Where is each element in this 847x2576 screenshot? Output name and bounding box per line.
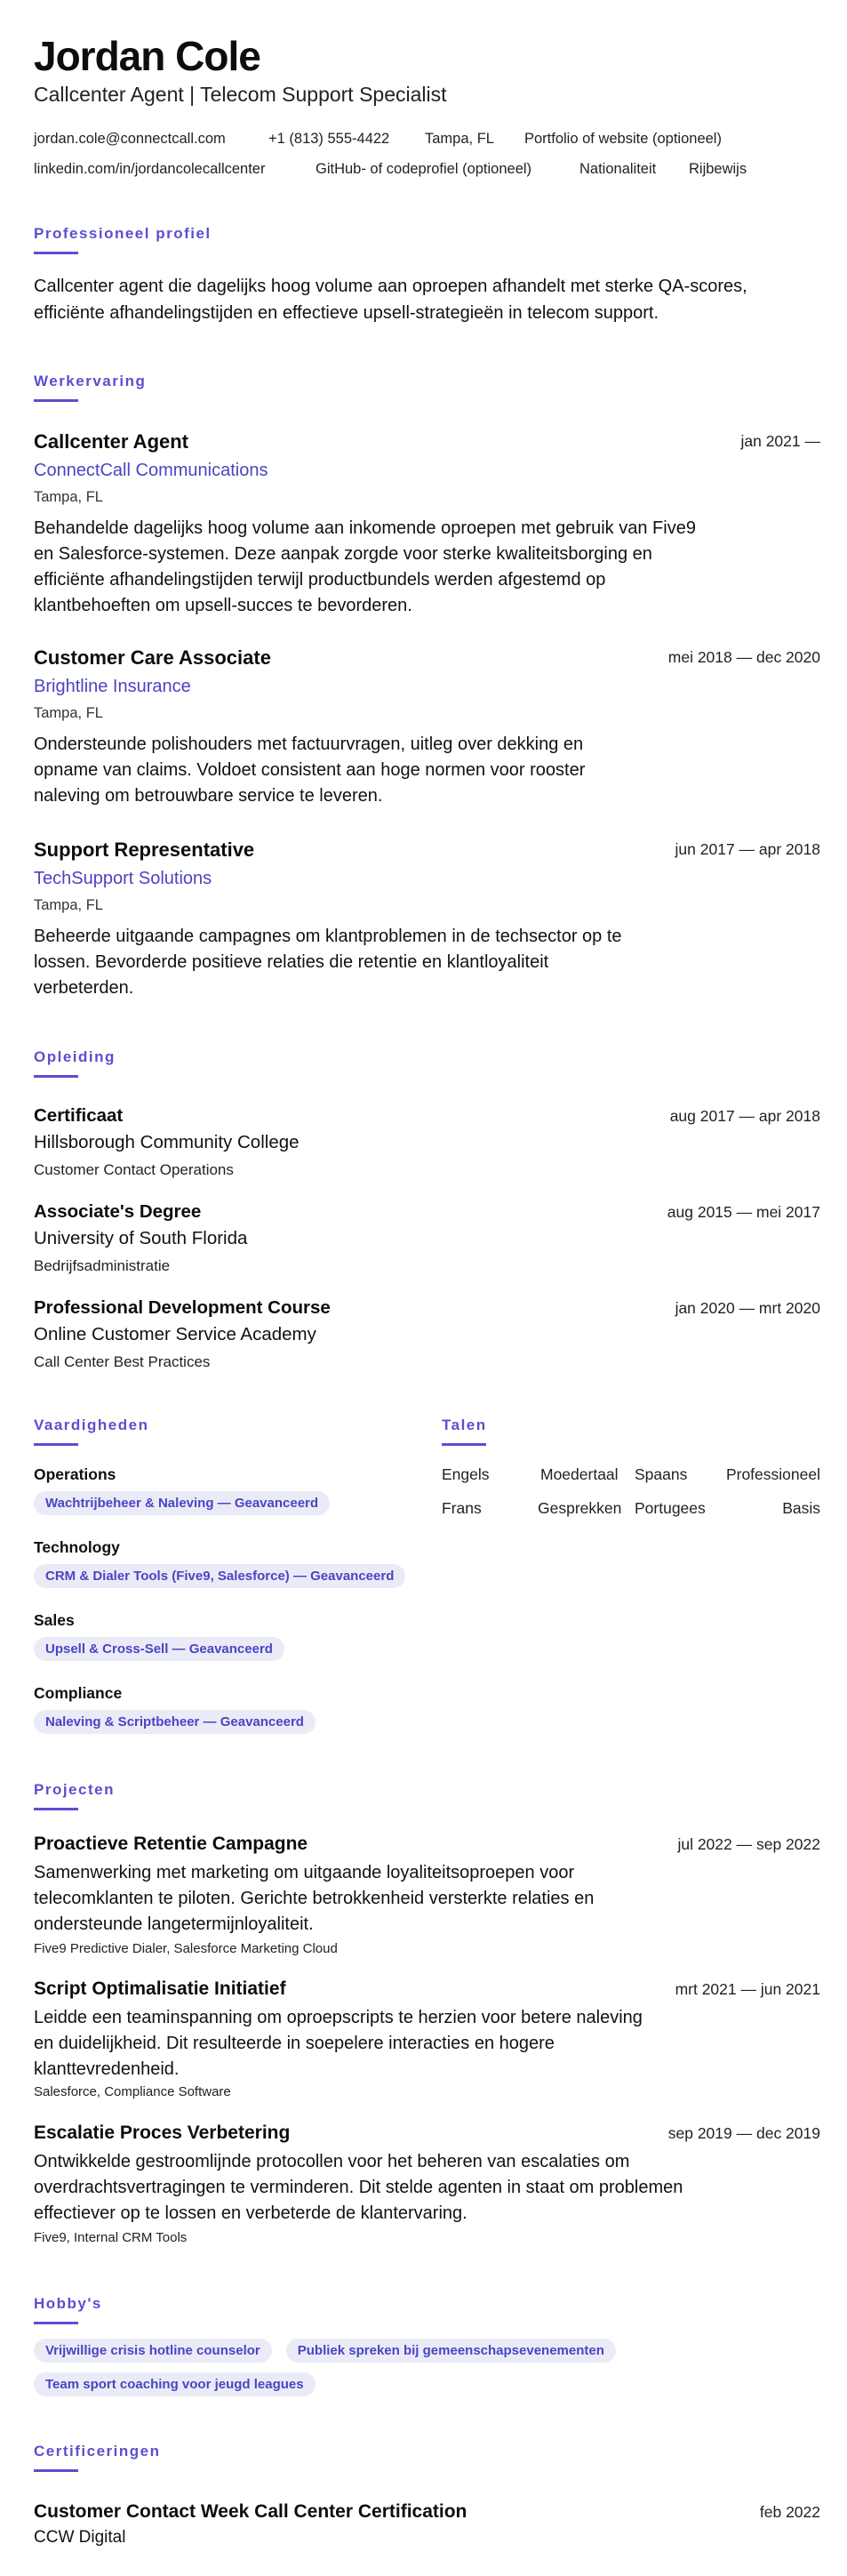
language-name: Engels: [442, 1465, 490, 1483]
section-rule: [34, 252, 78, 254]
skill-category: Operations: [34, 1465, 116, 1483]
job-company: ConnectCall Communications: [34, 461, 268, 480]
education-field: Bedrijfsadministratie: [34, 1257, 171, 1274]
profile-summary: Callcenter agent die dagelijks hoog volume aan oproepen afhandelt met sterke QA-scores, efficiënte afhandelingstijden en effectieve upsell-strategieën in telecom support.: [34, 277, 747, 323]
skill-category: Compliance: [34, 1684, 123, 1702]
language-level: Professioneel: [725, 1465, 820, 1483]
hobby-chip: Publiek spreken bij gemeenschapsevenementen: [286, 2339, 616, 2363]
job-title: Support Representative: [34, 839, 255, 861]
project-dates: jul 2022 — sep 2022: [677, 1835, 820, 1853]
education-institution: Hillsborough Community College: [34, 1132, 300, 1152]
project-description: Samenwerking met marketing om uitgaande loyaliteitsoproepen voor telecomklanten te piloten. Gerichte betrokkenheid versterkte relaties en ondersteunde langetermijnloyaliteit.: [34, 1863, 595, 1934]
skill-category: Technology: [34, 1538, 120, 1556]
education-institution: Online Customer Service Academy: [34, 1324, 316, 1344]
contact-portfolio[interactable]: Portfolio of website (optioneel): [524, 131, 722, 147]
certification-issuer: CCW Digital: [34, 2528, 126, 2547]
section-title-projects: Projecten: [34, 1781, 115, 1798]
candidate-headline: Callcenter Agent | Telecom Support Specialist: [34, 83, 447, 106]
skill-chip: Wachtrijbeheer & Naleving — Geavanceerd: [34, 1491, 330, 1515]
section-title-certifications: Certificeringen: [34, 2443, 161, 2460]
contact-location: Tampa, FL: [425, 131, 494, 147]
skill-chip: Upsell & Cross-Sell — Geavanceerd: [34, 1637, 284, 1661]
job-title: Callcenter Agent: [34, 430, 189, 453]
section-rule: [34, 2469, 78, 2472]
section-title-skills: Vaardigheden: [34, 1416, 149, 1433]
language-name: Frans: [442, 1499, 482, 1517]
contact-license: Rijbewijs: [689, 161, 747, 177]
section-title-hobbies: Hobby's: [34, 2295, 102, 2312]
project-tech: Salesforce, Compliance Software: [34, 2084, 231, 2099]
job-description: Ondersteunde polishouders met factuurvragen, uitleg over dekking en opname van claims. Voldoet consistent aan hoge normen voor rooster naleving om betrouwbare service te leveren.: [34, 734, 586, 806]
project-name: Proactieve Retentie Campagne: [34, 1834, 308, 1854]
project-tech: Five9 Predictive Dialer, Salesforce Marketing Cloud: [34, 1941, 338, 1956]
education-institution: University of South Florida: [34, 1228, 248, 1248]
project-name: Escalatie Proces Verbetering: [34, 2123, 291, 2143]
skill-category: Sales: [34, 1611, 75, 1629]
education-dates: aug 2017 — apr 2018: [669, 1107, 820, 1125]
project-tech: Five9, Internal CRM Tools: [34, 2230, 188, 2245]
section-title-profile: Professioneel profiel: [34, 225, 212, 242]
job-description: Beheerde uitgaande campagnes om klantproblemen in de techsector op te lossen. Bevorderde positieve relaties die retentie en klantloyaliteit verbeterden.: [34, 927, 622, 998]
section-rule: [34, 1808, 78, 1810]
skill-chip: Naleving & Scriptbeheer — Geavanceerd: [34, 1710, 316, 1734]
job-location: Tampa, FL: [34, 489, 103, 505]
job-dates: jan 2021 —: [740, 432, 820, 450]
certification-name: Customer Contact Week Call Center Certification: [34, 2501, 467, 2522]
job-description: Behandelde dagelijks hoog volume aan inkomende oproepen met gebruik van Five9 en Salesforce-systemen. Deze aanpak zorgde voor sterke kwaliteitsborging en efficiënte afhandelingstijden terwijl productbundels werden afgestemd op klantbehoeften om upsell-succes te bevorderen.: [34, 518, 696, 615]
hobby-chip-row: [34, 2372, 316, 2396]
language-level: Basis: [782, 1499, 820, 1517]
job-title: Customer Care Associate: [34, 646, 271, 669]
hobby-chip: Team sport coaching voor jeugd leagues: [34, 2372, 316, 2396]
education-degree: Associate's Degree: [34, 1201, 202, 1222]
section-title-education: Opleiding: [34, 1048, 116, 1065]
education-dates: aug 2015 — mei 2017: [667, 1203, 820, 1221]
project-description: Ontwikkelde gestroomlijnde protocollen voor het beheren van escalaties om overdrachtsvertragingen te verminderen. Dit stelde agenten in staat om problemen effectiever op te lossen en verbeterde de klantervaring.: [34, 2152, 683, 2223]
candidate-name: Jordan Cole: [34, 33, 260, 79]
section-rule: [34, 1075, 78, 1078]
education-dates: jan 2020 — mrt 2020: [675, 1299, 820, 1317]
section-rule: [34, 1443, 78, 1446]
section-rule: [34, 399, 78, 402]
project-dates: sep 2019 — dec 2019: [667, 2124, 820, 2142]
project-dates: mrt 2021 — jun 2021: [675, 1980, 820, 1998]
section-title-experience: Werkervaring: [34, 373, 147, 389]
language-name: Spaans: [635, 1465, 688, 1483]
contact-linkedin[interactable]: linkedin.com/in/jordancolecallcenter: [34, 161, 266, 177]
education-field: Customer Contact Operations: [34, 1161, 234, 1178]
certification-date: feb 2022: [759, 2503, 820, 2521]
job-location: Tampa, FL: [34, 705, 103, 721]
hobby-chip: Vrijwillige crisis hotline counselor: [34, 2339, 272, 2363]
language-name: Portugees: [635, 1499, 706, 1517]
job-company: Brightline Insurance: [34, 677, 191, 696]
section-rule: [442, 1443, 486, 1446]
section-rule: [34, 2322, 78, 2324]
hobby-chip-row: [34, 2339, 616, 2363]
project-description: Leidde een teaminspanning om oproepscripts te herzien voor betere naleving en duidelijkheid. Dit resulteerde in soepelere interacties en hogere klanttevredenheid.: [34, 2008, 643, 2079]
language-level: Moedertaal: [540, 1465, 619, 1483]
skill-chip: CRM & Dialer Tools (Five9, Salesforce) — Geavanceerd: [34, 1564, 405, 1588]
section-title-languages: Talen: [442, 1416, 487, 1433]
contact-nationality: Nationaliteit: [579, 161, 657, 177]
contact-phone[interactable]: +1 (813) 555-4422: [268, 131, 390, 147]
project-name: Script Optimalisatie Initiatief: [34, 1978, 286, 1999]
job-dates: jun 2017 — apr 2018: [675, 840, 820, 858]
education-field: Call Center Best Practices: [34, 1353, 211, 1370]
contact-github[interactable]: GitHub- of codeprofiel (optioneel): [316, 161, 532, 177]
language-level: Gesprekken: [538, 1499, 622, 1517]
education-degree: Certificaat: [34, 1105, 124, 1126]
job-company: TechSupport Solutions: [34, 869, 212, 888]
education-degree: Professional Development Course: [34, 1297, 331, 1318]
job-location: Tampa, FL: [34, 897, 103, 913]
contact-email[interactable]: jordan.cole@connectcall.com: [34, 131, 226, 147]
job-dates: mei 2018 — dec 2020: [667, 648, 820, 666]
